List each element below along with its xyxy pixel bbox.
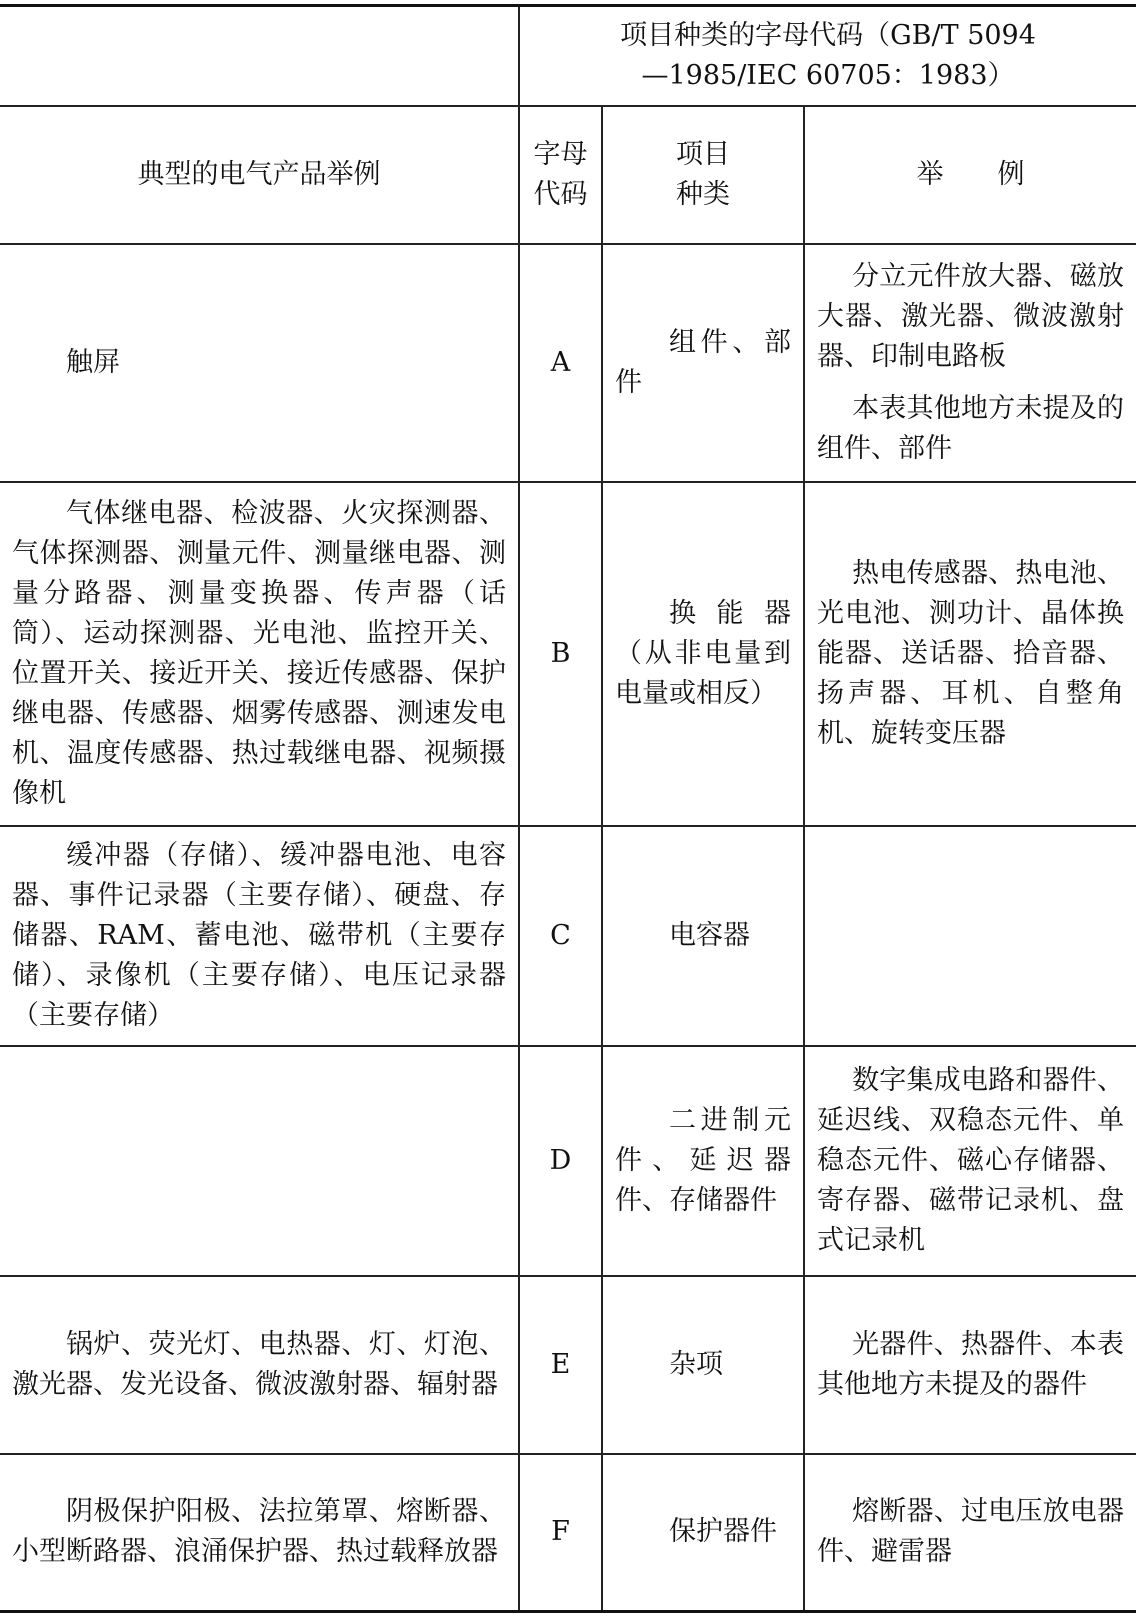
letter-code-cell: F <box>519 1454 602 1612</box>
header-group-title: 项目种类的字母代码（GB/T 5094 —1985/IEC 60705：1983） <box>519 6 1136 106</box>
products-cell: 气体继电器、检波器、火灾探测器、气体探测器、测量元件、测量继电器、测量分路器、测量变换器、传声器（话筒）、运动探测器、光电池、监控开关、位置开关、接近开关、接近传感器、保护继电器、传感器、烟雾传感器、测速发电机、温度传感器、热过载继电器、视频摄像机 <box>0 482 519 826</box>
products-cell: 缓冲器（存储）、缓冲器电池、电容器、事件记录器（主要存储）、硬盘、存储器、RAM、蓄电池、磁带机（主要存储）、录像机（主要存储）、电压记录器（主要存储） <box>0 826 519 1046</box>
table-row <box>0 482 1136 826</box>
examples-paragraph: 热电传感器、热电池、光电池、测功计、晶体换能器、送话器、拾音器、扬声器、耳机、自整角机、旋转变压器 <box>817 557 1124 749</box>
header-col-examples: 举 例 <box>804 106 1136 244</box>
item-kind-cell: 二进制元件、延迟器件、存储器件 <box>602 1046 804 1276</box>
examples-paragraph: 数字集成电路和器件、延迟线、双稳态元件、单稳态元件、磁心存储器、寄存器、磁带记录机、盘式记录机 <box>817 1064 1124 1256</box>
examples-cell <box>804 1454 1136 1612</box>
examples-paragraph: 熔断器、过电压放电器件、避雷器 <box>817 1496 1124 1568</box>
header-blank-cell <box>0 6 519 106</box>
code-table <box>0 4 1136 1613</box>
header-row-group <box>0 6 1136 106</box>
table-row <box>0 826 1136 1046</box>
header-col-products: 典型的电气产品举例 <box>0 106 519 244</box>
products-cell: 锅炉、荧光灯、电热器、灯、灯泡、激光器、发光设备、微波激射器、辐射器 <box>0 1276 519 1454</box>
examples-paragraph: 分立元件放大器、磁放大器、激光器、微波激射器、印制电路板 <box>817 260 1124 372</box>
item-kind-cell: 保护器件 <box>602 1454 804 1612</box>
header-col-kind: 项目 种类 <box>602 106 804 244</box>
table-row <box>0 1454 1136 1612</box>
examples-paragraph: 本表其他地方未提及的组件、部件 <box>817 392 1124 464</box>
products-cell <box>0 1046 519 1276</box>
item-kind-cell: 电容器 <box>602 826 804 1046</box>
examples-paragraph: 光器件、热器件、本表其他地方未提及的器件 <box>817 1328 1124 1400</box>
table-row <box>0 244 1136 482</box>
item-kind-cell: 换能器（从非电量到电量或相反） <box>602 482 804 826</box>
header-row-columns <box>0 106 1136 244</box>
products-cell: 阴极保护阳极、法拉第罩、熔断器、小型断路器、浪涌保护器、热过载释放器 <box>0 1454 519 1612</box>
letter-code-cell: D <box>519 1046 602 1276</box>
letter-code-cell: C <box>519 826 602 1046</box>
item-kind-cell: 组件、部件 <box>602 244 804 482</box>
examples-cell <box>804 826 1136 1046</box>
table-row <box>0 1046 1136 1276</box>
products-cell: 触屏 <box>0 244 519 482</box>
examples-cell <box>804 482 1136 826</box>
examples-cell <box>804 1276 1136 1454</box>
header-col-letter: 字母 代码 <box>519 106 602 244</box>
item-kind-cell: 杂项 <box>602 1276 804 1454</box>
examples-cell <box>804 244 1136 482</box>
letter-code-cell: E <box>519 1276 602 1454</box>
letter-code-cell: A <box>519 244 602 482</box>
letter-code-cell: B <box>519 482 602 826</box>
examples-cell <box>804 1046 1136 1276</box>
table-row <box>0 1276 1136 1454</box>
